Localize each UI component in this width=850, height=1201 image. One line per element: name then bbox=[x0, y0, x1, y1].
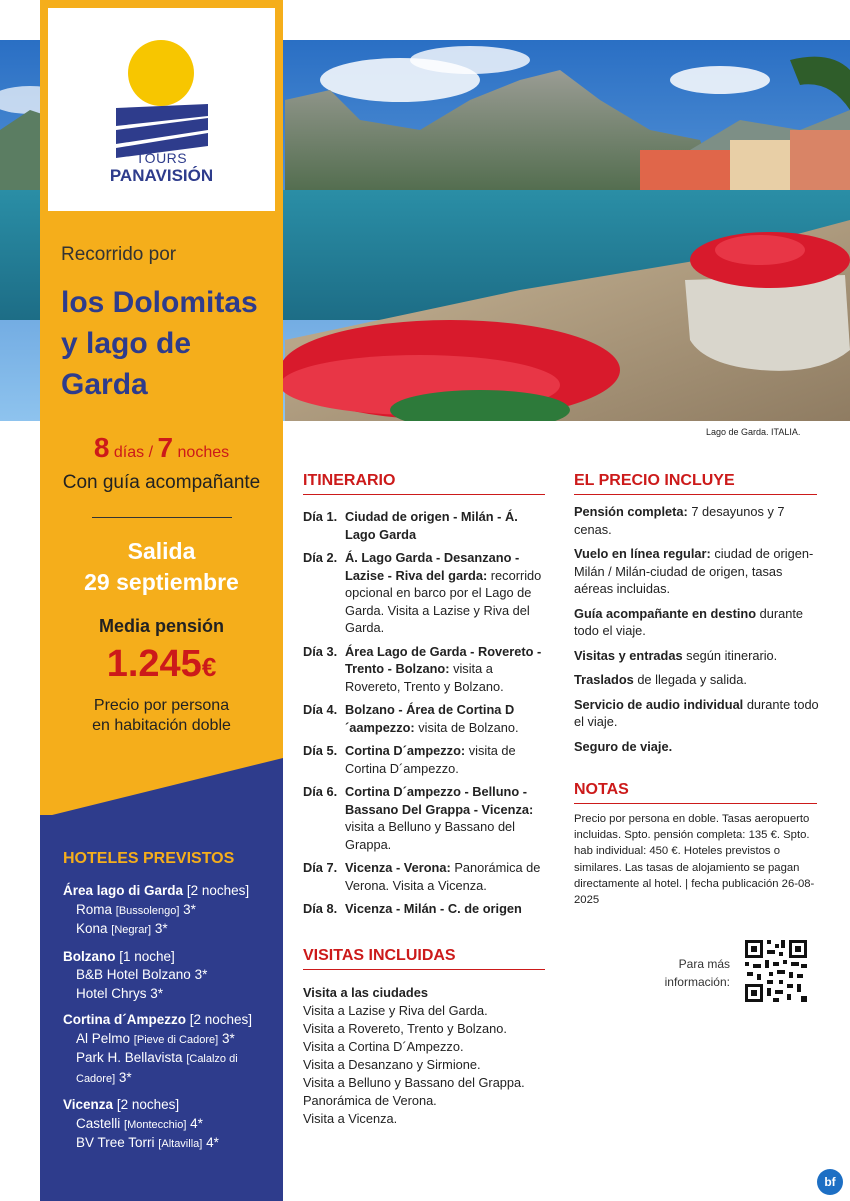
hotel-place: [Altavilla] bbox=[158, 1138, 203, 1150]
include-bold: Traslados bbox=[574, 672, 634, 687]
days-number: 8 bbox=[93, 432, 110, 463]
divider bbox=[92, 517, 232, 518]
day-desc: visita a Belluno y Bassano del Grappa. bbox=[345, 819, 516, 852]
visit-item: Visita a Desanzano y Sirmione. bbox=[303, 1057, 481, 1072]
itinerary-day bbox=[303, 508, 548, 543]
price bbox=[40, 643, 283, 686]
notes-text: Precio por persona en doble. Tasas aeropuerto incluidas. Spto. pensión completa: 135 €. Spto. hab individual: 450 €. Hoteles previstos o similares. Las tasas de alojamiento se pagan directamente al hotel. | fecha publicación 26-08-2025 bbox=[574, 813, 815, 907]
day-desc: visita a Rovereto, Trento y Bolzano. bbox=[345, 661, 504, 694]
board-type: Media pensión bbox=[98, 616, 224, 636]
hotel-name: Roma bbox=[76, 901, 113, 917]
price-note-line2: en habitación doble bbox=[92, 717, 231, 734]
hotel-stars: 3* bbox=[221, 1030, 235, 1046]
itinerary-day bbox=[303, 742, 548, 777]
duration-sep: / bbox=[148, 444, 154, 461]
days-word: días bbox=[113, 444, 145, 461]
include-text: de llegada y salida. bbox=[637, 672, 747, 687]
include-bold: Seguro de viaje. bbox=[574, 738, 673, 754]
hotel-item bbox=[63, 966, 278, 985]
day-desc: Panorámica de Verona. Visita a Vicenza. bbox=[345, 860, 541, 893]
day-label: Día 8. bbox=[303, 901, 338, 916]
hotel-area bbox=[63, 882, 278, 901]
day-text bbox=[345, 643, 548, 696]
hotel-item bbox=[63, 985, 278, 1004]
hotel-stars: 3* bbox=[183, 901, 196, 917]
day-text bbox=[345, 859, 548, 894]
day-label: Día 1. bbox=[303, 509, 338, 524]
visits-heading: Visita a las ciudades bbox=[303, 985, 428, 1000]
hotel-place: [Bussolengo] bbox=[115, 904, 180, 917]
day-desc: visita de Bolzano. bbox=[418, 719, 519, 735]
include-item bbox=[574, 647, 819, 665]
include-text: durante todo el viaje. bbox=[574, 696, 819, 729]
hotel-item bbox=[63, 920, 278, 940]
include-item bbox=[574, 545, 819, 598]
hotel-place: [Pieve di Cadore] bbox=[133, 1033, 219, 1046]
include-bold: Vuelo en línea regular: bbox=[574, 546, 711, 561]
brand-logo bbox=[48, 8, 275, 211]
day-label: Día 7. bbox=[303, 860, 338, 875]
visit-item: Panorámica de Verona. bbox=[303, 1093, 437, 1108]
qr-code-icon[interactable] bbox=[743, 938, 809, 1004]
hotel-area bbox=[63, 948, 278, 967]
hotels-list bbox=[63, 882, 278, 1162]
panel-diagonal-divider bbox=[40, 758, 283, 828]
price-currency: € bbox=[201, 652, 217, 682]
trip-duration bbox=[40, 432, 283, 464]
include-text: ciudad de origen-Milán / Milán-ciudad de origen, tasas aéreas incluidas. bbox=[574, 546, 814, 596]
hotel-area-name: Área lago di Garda bbox=[63, 883, 184, 898]
day-text bbox=[345, 508, 548, 543]
day-desc: recorrido opcional en barco por el Lago de Garda. Visita a Lazise y Riva del Garda. bbox=[345, 567, 542, 635]
day-label: Día 3. bbox=[303, 643, 338, 659]
hotel-item bbox=[63, 901, 278, 921]
hotel-stars: 3* bbox=[118, 1069, 132, 1085]
day-label: Día 6. bbox=[303, 784, 338, 799]
include-item bbox=[574, 696, 819, 731]
hotel-item bbox=[63, 1049, 278, 1088]
itinerary-list bbox=[303, 508, 548, 924]
departure-date: 29 septiembre bbox=[84, 569, 239, 595]
day-desc: visita de Cortina D´ampezzo. bbox=[345, 743, 516, 776]
day-text bbox=[345, 783, 548, 853]
more-info-line2: información: bbox=[664, 975, 730, 989]
include-item bbox=[574, 671, 819, 689]
visit-item: Visita a Lazise y Riva del Garda. bbox=[303, 1003, 488, 1018]
day-route: Área Lago de Garda - Rovereto - Trento - Bolzano: bbox=[345, 643, 542, 676]
hotel-area-nights: [2 noches] bbox=[116, 1097, 180, 1112]
day-text bbox=[345, 701, 548, 736]
hotel-group bbox=[63, 1096, 278, 1154]
hotel-stars: 3* bbox=[194, 967, 208, 982]
hotel-name: Park H. Bellavista bbox=[76, 1050, 183, 1065]
day-route: Vicenza - Verona: bbox=[345, 860, 451, 875]
hotel-name: Hotel Chrys bbox=[76, 985, 147, 1001]
hotel-stars: 3* bbox=[150, 985, 164, 1001]
more-info bbox=[650, 955, 730, 991]
day-label: Día 5. bbox=[303, 743, 338, 758]
price-value: 1.245 bbox=[106, 643, 202, 685]
visit-item: Visita a Belluno y Bassano del Grappa. bbox=[303, 1075, 525, 1090]
brand-tours: TOURS bbox=[135, 150, 188, 166]
page-title: los Dolomitas y lago de Garda bbox=[61, 286, 258, 401]
hotel-stars: 3* bbox=[154, 921, 168, 936]
departure-label: Salida bbox=[127, 538, 196, 564]
intro-text: Recorrido por bbox=[61, 244, 177, 265]
hotel-area-name: Cortina d´Ampezzo bbox=[63, 1012, 186, 1027]
includes-list bbox=[574, 503, 819, 762]
include-item bbox=[574, 503, 819, 538]
include-item bbox=[574, 605, 819, 640]
visit-item: Visita a Rovereto, Trento y Bolzano. bbox=[303, 1021, 507, 1036]
hotel-name: Kona bbox=[76, 921, 108, 936]
include-bold: Pensión completa: bbox=[574, 504, 688, 519]
hotel-area bbox=[63, 1011, 278, 1030]
itinerary-day bbox=[303, 549, 548, 637]
brand-name: PANAVISIÓN bbox=[109, 166, 214, 185]
hotel-item bbox=[63, 1115, 278, 1135]
include-bold: Servicio de audio individual bbox=[574, 696, 744, 712]
hotel-place: [Calalzo di Cadore] bbox=[76, 1053, 238, 1085]
include-bold: Visitas y entradas bbox=[574, 647, 683, 663]
hotel-area bbox=[63, 1096, 278, 1115]
day-route: Cortina D´ampezzo - Belluno - Bassano Del Grappa - Vicenza: bbox=[345, 784, 534, 817]
hotel-name: Al Pelmo bbox=[76, 1030, 131, 1046]
hotel-name: BV Tree Torri bbox=[76, 1135, 155, 1150]
include-item bbox=[574, 738, 819, 756]
hotel-group bbox=[63, 1011, 278, 1088]
include-bold: Guía acompañante en destino bbox=[574, 605, 757, 621]
day-text bbox=[345, 900, 522, 918]
day-text bbox=[345, 742, 548, 777]
departure-info bbox=[40, 536, 283, 598]
hotel-place: [Negrar] bbox=[111, 924, 152, 936]
hotel-name: B&B Hotel Bolzano bbox=[76, 967, 191, 982]
price-note bbox=[40, 696, 283, 736]
nights-word: noches bbox=[177, 444, 230, 461]
hotel-area-nights: [2 noches] bbox=[189, 1012, 253, 1027]
itinerary-day bbox=[303, 859, 548, 894]
day-text bbox=[345, 549, 548, 637]
include-text: 7 desayunos y 7 cenas. bbox=[574, 504, 785, 537]
bf-badge: bf bbox=[817, 1169, 843, 1195]
itinerary-day bbox=[303, 701, 548, 736]
nights-number: 7 bbox=[157, 432, 174, 463]
visits-title: VISITAS INCLUIDAS bbox=[303, 947, 545, 970]
hotel-area-nights: [2 noches] bbox=[186, 883, 250, 898]
day-route: Vicenza - Milán - C. de origen bbox=[345, 901, 522, 916]
day-route: Bolzano - Área de Cortina D´aampezzo: bbox=[345, 702, 515, 735]
itinerary-day bbox=[303, 643, 548, 696]
more-info-line1: Para más bbox=[678, 957, 730, 971]
visit-item: Visita a Vicenza. bbox=[303, 1111, 398, 1126]
day-route: Ciudad de origen - Milán - Á. Lago Garda bbox=[345, 509, 518, 542]
guide-text: Con guía acompañante bbox=[62, 472, 261, 493]
notes-title: NOTAS bbox=[574, 781, 817, 804]
day-route: Á. Lago Garda - Desanzano - Lazise - Riva del garda: bbox=[345, 550, 520, 583]
visits-list bbox=[303, 984, 548, 1128]
hotel-stars: 4* bbox=[206, 1135, 219, 1150]
include-text: durante todo el viaje. bbox=[574, 605, 804, 638]
hotel-item bbox=[63, 1134, 278, 1154]
hotel-area-nights: [1 noche] bbox=[119, 948, 175, 964]
visit-item: Visita a Cortina D´Ampezzo. bbox=[303, 1039, 464, 1054]
day-label: Día 4. bbox=[303, 702, 338, 717]
hotel-group bbox=[63, 882, 278, 940]
itinerary-day bbox=[303, 783, 548, 853]
hotel-name: Castelli bbox=[76, 1115, 121, 1131]
photo-caption: Lago de Garda. ITALIA. bbox=[706, 427, 801, 437]
price-note-line1: Precio por persona bbox=[93, 697, 230, 714]
hotel-area-name: Bolzano bbox=[63, 948, 116, 964]
day-label: Día 2. bbox=[303, 550, 338, 565]
include-text: según itinerario. bbox=[686, 647, 778, 663]
includes-title: EL PRECIO INCLUYE bbox=[574, 472, 817, 495]
day-route: Cortina D´ampezzo: bbox=[345, 743, 466, 758]
hotel-area-name: Vicenza bbox=[63, 1097, 114, 1112]
itinerary-day bbox=[303, 900, 548, 918]
hotel-item bbox=[63, 1030, 278, 1050]
hotel-stars: 4* bbox=[190, 1115, 203, 1131]
hotel-group bbox=[63, 948, 278, 1004]
hotel-place: [Montecchio] bbox=[124, 1118, 187, 1131]
itinerary-title: ITINERARIO bbox=[303, 472, 545, 495]
hotels-title: HOTELES PREVISTOS bbox=[63, 850, 235, 867]
